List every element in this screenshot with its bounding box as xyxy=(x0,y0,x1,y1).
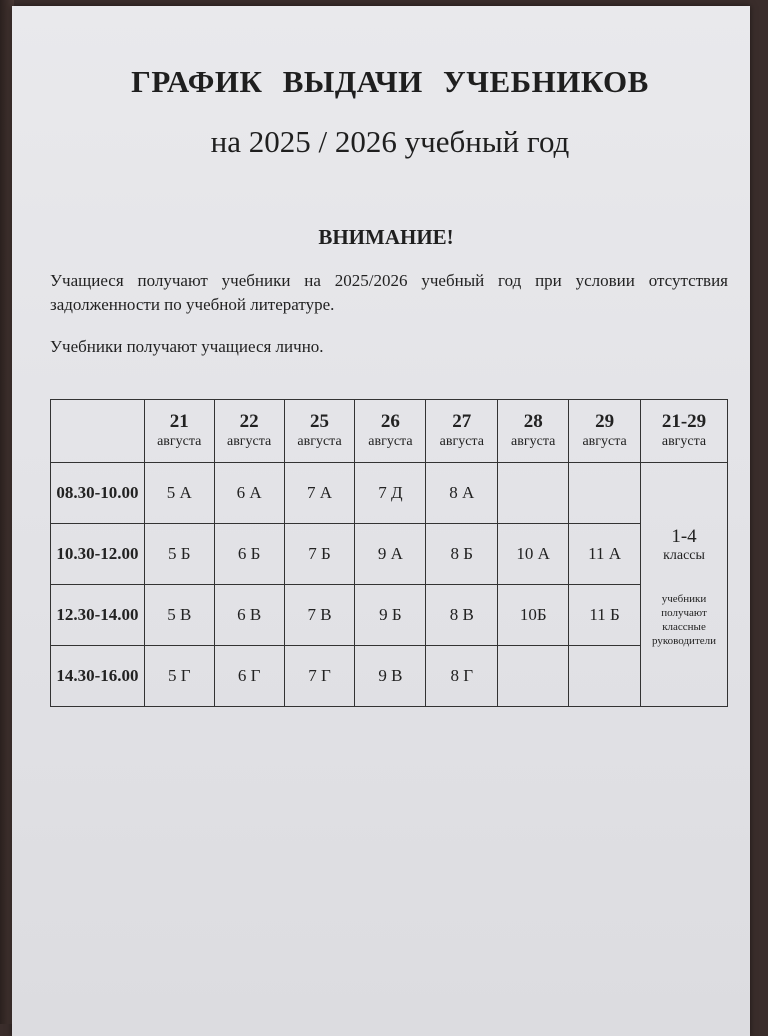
day-month: августа xyxy=(157,434,202,449)
day-header xyxy=(426,400,498,463)
note-line: учебники xyxy=(661,592,707,605)
class-cell xyxy=(498,646,569,707)
note-grades: 1-4 xyxy=(671,525,697,547)
class-cell: 7 Д xyxy=(355,463,426,524)
class-cell xyxy=(498,463,569,524)
condition-paragraph: Учащиеся получают учебники на 2025/2026 учебный год при условии отсутствия задолженности по учебной литературе. xyxy=(50,271,728,314)
class-cell: 9 Б xyxy=(355,585,426,646)
personal-paragraph: Учебники получают учащиеся лично. xyxy=(50,337,324,356)
class-cell: 5 А xyxy=(144,463,214,524)
class-cell: 5 Г xyxy=(144,646,214,707)
day-month: августа xyxy=(661,434,707,449)
time-slot: 08.30-10.00 xyxy=(51,463,145,524)
primary-grades-note xyxy=(641,463,728,707)
class-cell: 7 В xyxy=(284,585,355,646)
day-header xyxy=(498,400,569,463)
class-cell: 7 Б xyxy=(284,524,355,585)
day-header xyxy=(355,400,426,463)
schedule-table xyxy=(50,399,728,707)
header-row xyxy=(51,400,728,463)
class-cell: 7 А xyxy=(284,463,355,524)
table-row xyxy=(51,585,728,646)
table-row xyxy=(51,524,728,585)
day-number: 28 xyxy=(523,411,543,432)
day-number: 21-29 xyxy=(661,411,707,432)
class-cell: 6 В xyxy=(214,585,284,646)
class-cell: 8 А xyxy=(426,463,498,524)
day-header xyxy=(641,400,728,463)
day-number: 22 xyxy=(239,411,259,432)
notice-sheet xyxy=(12,6,750,1036)
time-slot: 10.30-12.00 xyxy=(51,524,145,585)
time-slot: 14.30-16.00 xyxy=(51,646,145,707)
class-cell: 5 В xyxy=(144,585,214,646)
day-header xyxy=(144,400,214,463)
class-cell: 10 А xyxy=(498,524,569,585)
class-cell xyxy=(569,463,641,524)
note-classes: классы xyxy=(663,547,705,563)
day-number: 27 xyxy=(452,411,472,432)
day-header xyxy=(214,400,284,463)
time-slot: 12.30-14.00 xyxy=(51,585,145,646)
class-cell: 10Б xyxy=(498,585,569,646)
class-cell: 8 В xyxy=(426,585,498,646)
class-cell: 8 Г xyxy=(426,646,498,707)
table-row xyxy=(51,646,728,707)
day-number: 25 xyxy=(310,411,330,432)
note-line: классные xyxy=(662,620,706,633)
class-cell: 7 Г xyxy=(284,646,355,707)
table-row xyxy=(51,463,728,524)
day-month: августа xyxy=(439,434,484,449)
day-month: августа xyxy=(226,434,272,449)
day-number: 21 xyxy=(169,411,189,432)
day-number: 26 xyxy=(380,411,400,432)
class-cell: 11 А xyxy=(569,524,641,585)
attention-heading: ВНИМАНИЕ! xyxy=(318,225,454,249)
day-month: августа xyxy=(368,434,413,449)
page-title: ГРАФИК ВЫДАЧИ УЧЕБНИКОВ xyxy=(131,64,649,99)
class-cell: 6 А xyxy=(214,463,284,524)
class-cell: 8 Б xyxy=(426,524,498,585)
day-header xyxy=(284,400,355,463)
page-subtitle: на 2025 / 2026 учебный год xyxy=(210,124,570,159)
class-cell: 9 В xyxy=(355,646,426,707)
note-line: руководители xyxy=(652,634,717,647)
class-cell xyxy=(569,646,641,707)
day-number: 29 xyxy=(595,411,615,432)
day-header xyxy=(569,400,641,463)
class-cell: 11 Б xyxy=(569,585,641,646)
day-month: августа xyxy=(297,434,342,449)
class-cell: 5 Б xyxy=(144,524,214,585)
corner-cell xyxy=(51,400,145,463)
day-month: августа xyxy=(582,434,627,449)
class-cell: 9 А xyxy=(355,524,426,585)
class-cell: 6 Б xyxy=(214,524,284,585)
day-month: августа xyxy=(511,434,556,449)
class-cell: 6 Г xyxy=(214,646,284,707)
note-line: получают xyxy=(661,606,707,619)
